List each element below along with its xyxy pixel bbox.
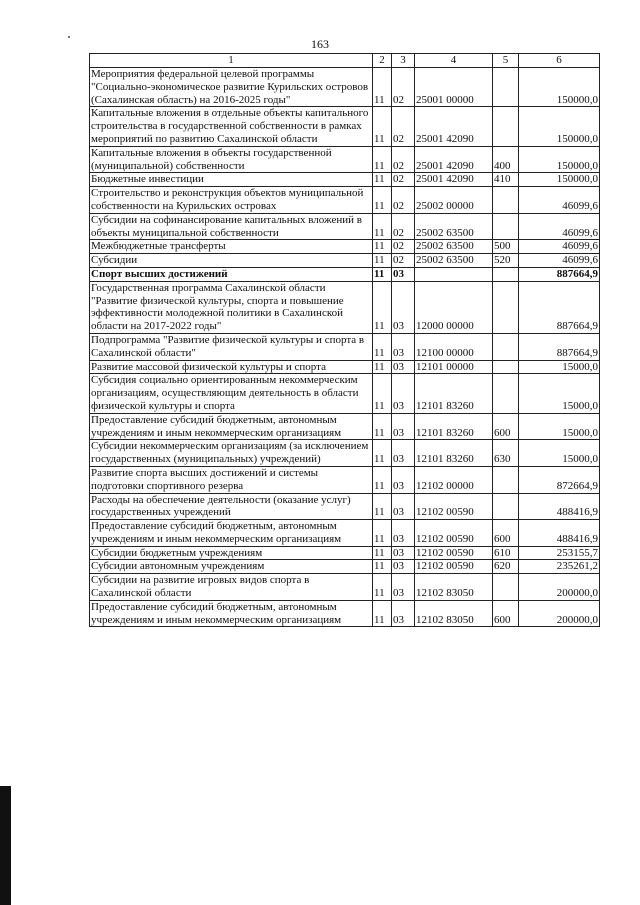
cell-name: Субсидии бюджетным учреждениям	[90, 546, 373, 560]
cell-target-article: 12000 00000	[415, 281, 493, 333]
cell-section: 11	[373, 466, 392, 493]
cell-name: Подпрограмма "Развитие физической культуры и спорта в Сахалинской области"	[90, 333, 373, 360]
cell-target-article: 25002 63500	[415, 240, 493, 254]
cell-section: 11	[373, 413, 392, 440]
table-row	[90, 374, 600, 413]
cell-section: 11	[373, 173, 392, 187]
cell-target-article	[415, 267, 493, 281]
cell-name: Капитальные вложения в объекты государственной (муниципальной) собственности	[90, 146, 373, 173]
cell-amount: 253155,7	[519, 546, 600, 560]
cell-section: 11	[373, 267, 392, 281]
table-row	[90, 146, 600, 173]
cell-target-article: 12102 00000	[415, 466, 493, 493]
cell-name: Межбюджетные трансферты	[90, 240, 373, 254]
table-row	[90, 520, 600, 547]
cell-subsection: 03	[392, 413, 415, 440]
cell-target-article: 12101 83260	[415, 440, 493, 467]
cell-expense-type	[493, 466, 519, 493]
cell-subsection: 03	[392, 560, 415, 574]
cell-subsection: 03	[392, 546, 415, 560]
cell-name: Спорт высших достижений	[90, 267, 373, 281]
cell-section: 11	[373, 213, 392, 240]
cell-section: 11	[373, 254, 392, 268]
table-row	[90, 107, 600, 146]
table-row	[90, 560, 600, 574]
cell-section: 11	[373, 187, 392, 214]
cell-amount: 200000,0	[519, 600, 600, 627]
cell-expense-type	[493, 374, 519, 413]
cell-expense-type	[493, 333, 519, 360]
cell-target-article: 12102 00590	[415, 493, 493, 520]
table-row	[90, 333, 600, 360]
cell-target-article: 12102 00590	[415, 546, 493, 560]
cell-name: Субсидии некоммерческим организациям (за исключением государственных (муниципальных) учреждений)	[90, 440, 373, 467]
cell-expense-type: 630	[493, 440, 519, 467]
cell-target-article: 12101 00000	[415, 360, 493, 374]
cell-amount: 887664,9	[519, 281, 600, 333]
header-col-3: 3	[392, 54, 415, 68]
cell-target-article: 12102 00590	[415, 520, 493, 547]
cell-name: Предоставление субсидий бюджетным, автономным учреждениям и иным некоммерческим организациям	[90, 413, 373, 440]
cell-amount: 15000,0	[519, 374, 600, 413]
cell-expense-type	[493, 213, 519, 240]
cell-subsection: 02	[392, 173, 415, 187]
table-row	[90, 546, 600, 560]
cell-name: Субсидии	[90, 254, 373, 268]
cell-target-article: 25002 63500	[415, 254, 493, 268]
cell-amount: 150000,0	[519, 68, 600, 107]
cell-section: 11	[373, 146, 392, 173]
cell-expense-type	[493, 187, 519, 214]
cell-expense-type: 520	[493, 254, 519, 268]
cell-amount: 872664,9	[519, 466, 600, 493]
cell-subsection: 02	[392, 187, 415, 214]
cell-expense-type	[493, 281, 519, 333]
cell-subsection: 02	[392, 146, 415, 173]
cell-amount: 46099,6	[519, 187, 600, 214]
table-body	[90, 68, 600, 627]
cell-amount: 150000,0	[519, 107, 600, 146]
scan-edge-bar	[0, 786, 11, 905]
cell-section: 11	[373, 360, 392, 374]
table-row	[90, 360, 600, 374]
cell-subsection: 02	[392, 107, 415, 146]
cell-section: 11	[373, 493, 392, 520]
cell-subsection: 02	[392, 213, 415, 240]
cell-subsection: 03	[392, 267, 415, 281]
cell-amount: 46099,6	[519, 254, 600, 268]
cell-section: 11	[373, 546, 392, 560]
cell-name: Предоставление субсидий бюджетным, автономным учреждениям и иным некоммерческим организациям	[90, 520, 373, 547]
cell-amount: 887664,9	[519, 267, 600, 281]
cell-target-article: 25001 42090	[415, 173, 493, 187]
cell-amount: 235261,2	[519, 560, 600, 574]
cell-expense-type	[493, 574, 519, 601]
cell-section: 11	[373, 107, 392, 146]
cell-name: Субсидии автономным учреждениям	[90, 560, 373, 574]
table-row	[90, 68, 600, 107]
table-row	[90, 213, 600, 240]
cell-name: Развитие массовой физической культуры и спорта	[90, 360, 373, 374]
page-number: 163	[311, 37, 329, 51]
cell-subsection: 03	[392, 333, 415, 360]
cell-section: 11	[373, 333, 392, 360]
cell-target-article: 12102 00590	[415, 560, 493, 574]
cell-amount: 488416,9	[519, 520, 600, 547]
cell-name: Субсидии на софинансирование капитальных вложений в объекты муниципальной собственности	[90, 213, 373, 240]
cell-subsection: 03	[392, 574, 415, 601]
cell-section: 11	[373, 374, 392, 413]
cell-expense-type	[493, 107, 519, 146]
cell-amount: 15000,0	[519, 360, 600, 374]
cell-target-article: 12101 83260	[415, 413, 493, 440]
cell-section: 11	[373, 440, 392, 467]
cell-amount: 488416,9	[519, 493, 600, 520]
cell-section: 11	[373, 600, 392, 627]
cell-subsection: 02	[392, 254, 415, 268]
cell-amount: 46099,6	[519, 213, 600, 240]
cell-target-article: 25002 00000	[415, 187, 493, 214]
cell-target-article: 12102 83050	[415, 574, 493, 601]
cell-expense-type	[493, 493, 519, 520]
cell-subsection: 02	[392, 68, 415, 107]
cell-target-article: 12100 00000	[415, 333, 493, 360]
table-row	[90, 281, 600, 333]
table-row	[90, 413, 600, 440]
cell-amount: 200000,0	[519, 574, 600, 601]
cell-subsection: 03	[392, 466, 415, 493]
cell-name: Субсидии на развитие игровых видов спорта в Сахалинской области	[90, 574, 373, 601]
cell-expense-type: 400	[493, 146, 519, 173]
cell-name: Расходы на обеспечение деятельности (оказание услуг) государственных учреждений	[90, 493, 373, 520]
header-col-5: 5	[493, 54, 519, 68]
cell-subsection: 03	[392, 440, 415, 467]
cell-section: 11	[373, 240, 392, 254]
table-row	[90, 466, 600, 493]
cell-name: Предоставление субсидий бюджетным, автономным учреждениям и иным некоммерческим организациям	[90, 600, 373, 627]
cell-section: 11	[373, 560, 392, 574]
cell-amount: 150000,0	[519, 146, 600, 173]
cell-section: 11	[373, 574, 392, 601]
table-row	[90, 600, 600, 627]
cell-expense-type	[493, 68, 519, 107]
cell-subsection: 03	[392, 600, 415, 627]
cell-subsection: 03	[392, 374, 415, 413]
cell-section: 11	[373, 520, 392, 547]
cell-section: 11	[373, 68, 392, 107]
cell-expense-type: 500	[493, 240, 519, 254]
cell-expense-type: 610	[493, 546, 519, 560]
cell-section: 11	[373, 281, 392, 333]
table-row	[90, 187, 600, 214]
table-row	[90, 574, 600, 601]
cell-name: Мероприятия федеральной целевой программы "Социально-экономическое развитие Курильских островов (Сахалинская область) на 2016-2025 годы"	[90, 68, 373, 107]
cell-expense-type: 620	[493, 560, 519, 574]
cell-name: Бюджетные инвестиции	[90, 173, 373, 187]
cell-target-article: 12102 83050	[415, 600, 493, 627]
cell-target-article: 25001 42090	[415, 146, 493, 173]
cell-amount: 46099,6	[519, 240, 600, 254]
table-row	[90, 267, 600, 281]
cell-expense-type: 410	[493, 173, 519, 187]
cell-subsection: 03	[392, 493, 415, 520]
table-row	[90, 254, 600, 268]
header-col-6: 6	[519, 54, 600, 68]
table-row	[90, 173, 600, 187]
header-row	[90, 54, 600, 68]
header-col-4: 4	[415, 54, 493, 68]
cell-expense-type	[493, 360, 519, 374]
cell-amount: 150000,0	[519, 173, 600, 187]
cell-target-article: 12101 83260	[415, 374, 493, 413]
cell-target-article: 25002 63500	[415, 213, 493, 240]
cell-name: Развитие спорта высших достижений и системы подготовки спортивного резерва	[90, 466, 373, 493]
cell-target-article: 25001 42090	[415, 107, 493, 146]
cell-subsection: 02	[392, 240, 415, 254]
cell-amount: 887664,9	[519, 333, 600, 360]
cell-name: Государственная программа Сахалинской области "Развитие физической культуры, спорта и повышение эффективности молодежной политики в Сахалинской области на 2017-2022 годы"	[90, 281, 373, 333]
cell-name: Субсидия социально ориентированным некоммерческим организациям, осуществляющим деятельность в области физической культуры и спорта	[90, 374, 373, 413]
cell-target-article: 25001 00000	[415, 68, 493, 107]
table-row	[90, 440, 600, 467]
header-col-1: 1	[90, 54, 373, 68]
table-row	[90, 493, 600, 520]
cell-amount: 15000,0	[519, 413, 600, 440]
cell-subsection: 03	[392, 281, 415, 333]
cell-expense-type: 600	[493, 413, 519, 440]
header-col-2: 2	[373, 54, 392, 68]
cell-name: Строительство и реконструкция объектов муниципальной собственности на Курильских островах	[90, 187, 373, 214]
cell-name: Капитальные вложения в отдельные объекты капитального строительства в государственной собственности в рамках мероприятий по развитию Сахалинской области	[90, 107, 373, 146]
cell-expense-type	[493, 267, 519, 281]
budget-table	[89, 53, 600, 627]
cell-subsection: 03	[392, 520, 415, 547]
cell-expense-type: 600	[493, 600, 519, 627]
table-row	[90, 240, 600, 254]
cell-amount: 15000,0	[519, 440, 600, 467]
cell-expense-type: 600	[493, 520, 519, 547]
cell-subsection: 03	[392, 360, 415, 374]
